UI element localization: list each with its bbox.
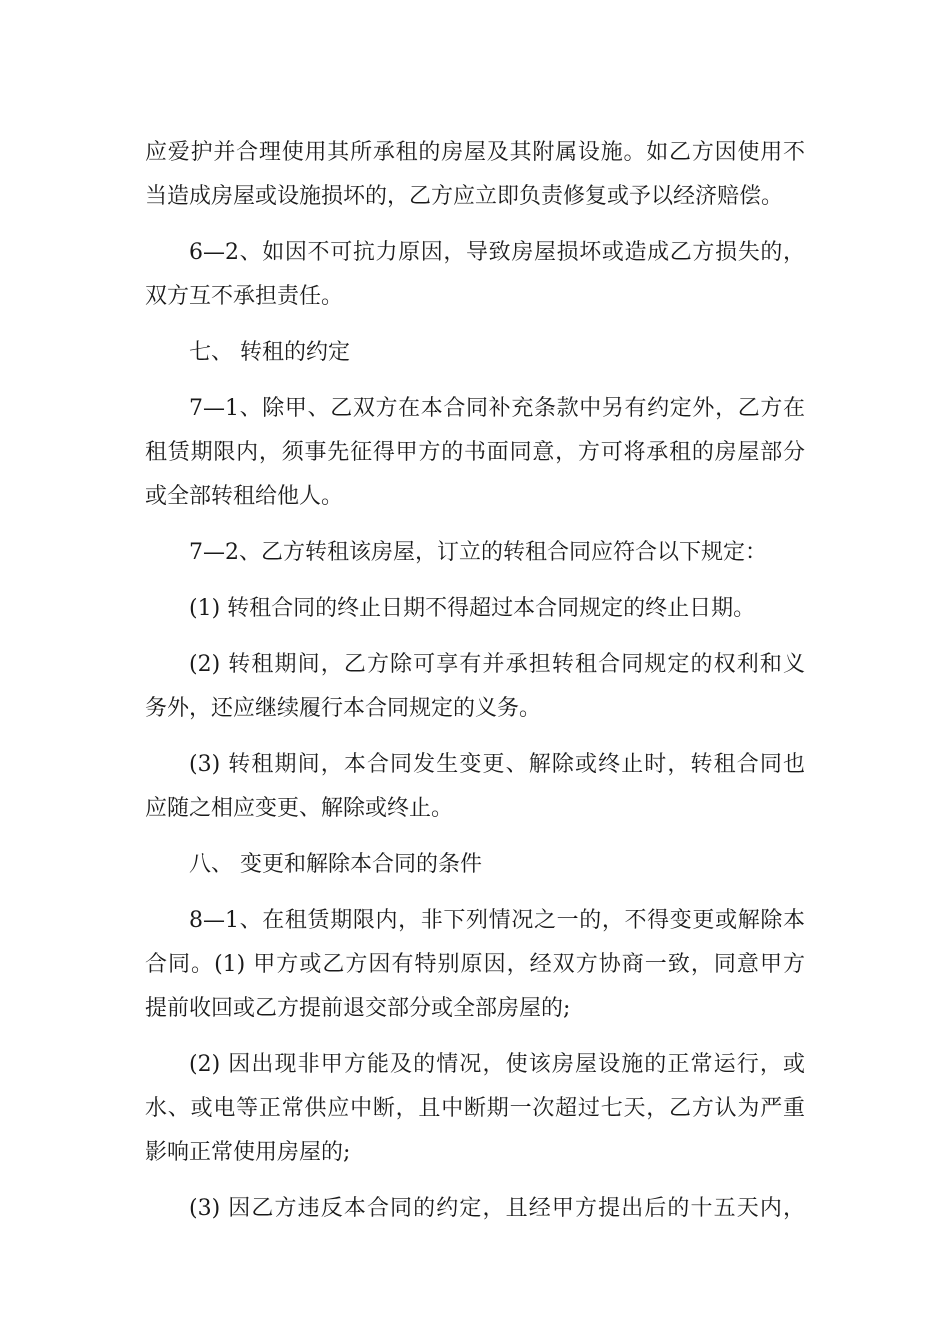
text-line: 应爱护并合理使用其所承租的房屋及其附属设施。如乙方因使用不 bbox=[145, 140, 805, 165]
paragraph-clause-7-2 bbox=[145, 531, 805, 575]
text-line: 7—1、除甲、乙双方在本合同补充条款中另有约定外，乙方在 bbox=[189, 396, 805, 421]
text-line: (1) 转租合同的终止日期不得超过本合同规定的终止日期。 bbox=[189, 596, 756, 621]
document-body bbox=[145, 131, 805, 1231]
paragraph-item-1 bbox=[145, 587, 805, 631]
text-line: 影响正常使用房屋的; bbox=[145, 1140, 351, 1165]
section-heading: 七、 转租的约定 bbox=[189, 340, 350, 365]
text-line: 应随之相应变更、解除或终止。 bbox=[145, 796, 454, 821]
text-line: (3) 转租期间，本合同发生变更、解除或终止时，转租合同也 bbox=[189, 752, 805, 777]
text-line: 8—1、在租赁期限内，非下列情况之一的，不得变更或解除本 bbox=[189, 908, 805, 933]
section-heading-termination bbox=[145, 843, 805, 887]
text-line: (2) 因出现非甲方能及的情况，使该房屋设施的正常运行，或 bbox=[189, 1052, 805, 1077]
text-line: 租赁期限内，须事先征得甲方的书面同意，方可将承租的房屋部分 bbox=[145, 440, 805, 465]
text-line: 合同。(1) 甲方或乙方因有特别原因，经双方协商一致，同意甲方 bbox=[145, 952, 805, 977]
paragraph-item-2 bbox=[145, 643, 805, 731]
text-line: 当造成房屋或设施损坏的，乙方应立即负责修复或予以经济赔偿。 bbox=[145, 184, 784, 209]
text-line: (3) 因乙方违反本合同的约定，且经甲方提出后的十五天内， bbox=[189, 1196, 805, 1221]
paragraph-item-8-3 bbox=[145, 1187, 805, 1231]
text-line: 提前收回或乙方提前退交部分或全部房屋的; bbox=[145, 996, 571, 1021]
text-line: 双方互不承担责任。 bbox=[145, 284, 344, 309]
paragraph-clause-7-1 bbox=[145, 387, 805, 519]
text-line: 水、或电等正常供应中断，且中断期一次超过七天，乙方认为严重 bbox=[145, 1096, 805, 1121]
paragraph-clause-8-1 bbox=[145, 899, 805, 1031]
text-line: 7—2、乙方转租该房屋，订立的转租合同应符合以下规定： bbox=[189, 540, 767, 565]
text-line: (2) 转租期间，乙方除可享有并承担转租合同规定的权利和义 bbox=[189, 652, 805, 677]
paragraph-item-3 bbox=[145, 743, 805, 831]
section-heading: 八、 变更和解除本合同的条件 bbox=[189, 852, 482, 877]
text-line: 6—2、如因不可抗力原因，导致房屋损坏或造成乙方损失的， bbox=[189, 240, 805, 265]
text-line: 务外，还应继续履行本合同规定的义务。 bbox=[145, 696, 542, 721]
text-line: 或全部转租给他人。 bbox=[145, 484, 344, 509]
paragraph-item-8-2 bbox=[145, 1043, 805, 1175]
section-heading-sublease bbox=[145, 331, 805, 375]
paragraph-damage-liability bbox=[145, 131, 805, 219]
paragraph-clause-6-2 bbox=[145, 231, 805, 319]
